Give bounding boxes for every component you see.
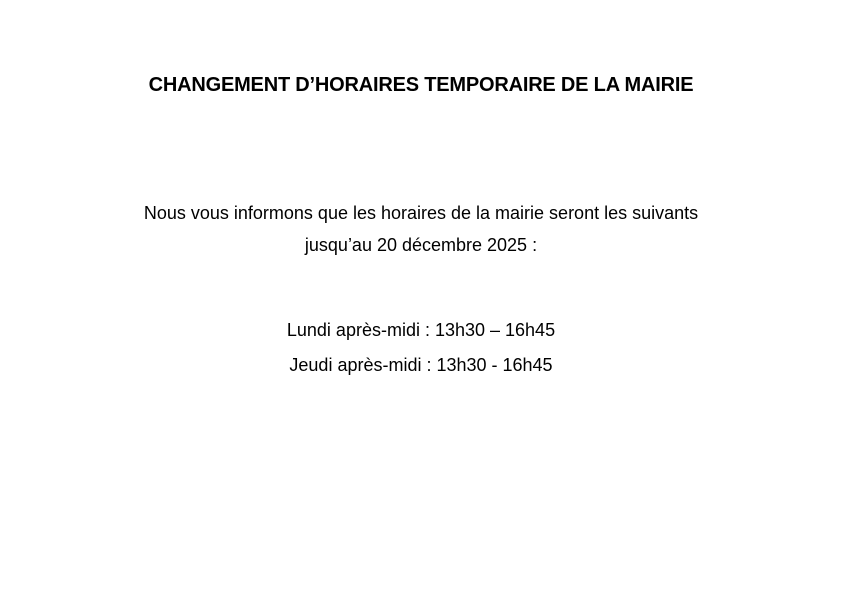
intro-line: jusqu’au 20 décembre 2025 : [304, 235, 538, 255]
schedule-item-thursday: Jeudi après-midi : 13h30 - 16h45 [289, 355, 553, 375]
intro-paragraph [0, 197, 842, 261]
schedule-item-monday: Lundi après-midi : 13h30 – 16h45 [286, 320, 556, 340]
intro-line: Nous vous informons que les horaires de la mairie seront les suivants [143, 203, 699, 223]
document-title: CHANGEMENT D’HORAIRES TEMPORAIRE DE LA MAIRIE [148, 74, 694, 96]
schedule-list [0, 313, 842, 383]
